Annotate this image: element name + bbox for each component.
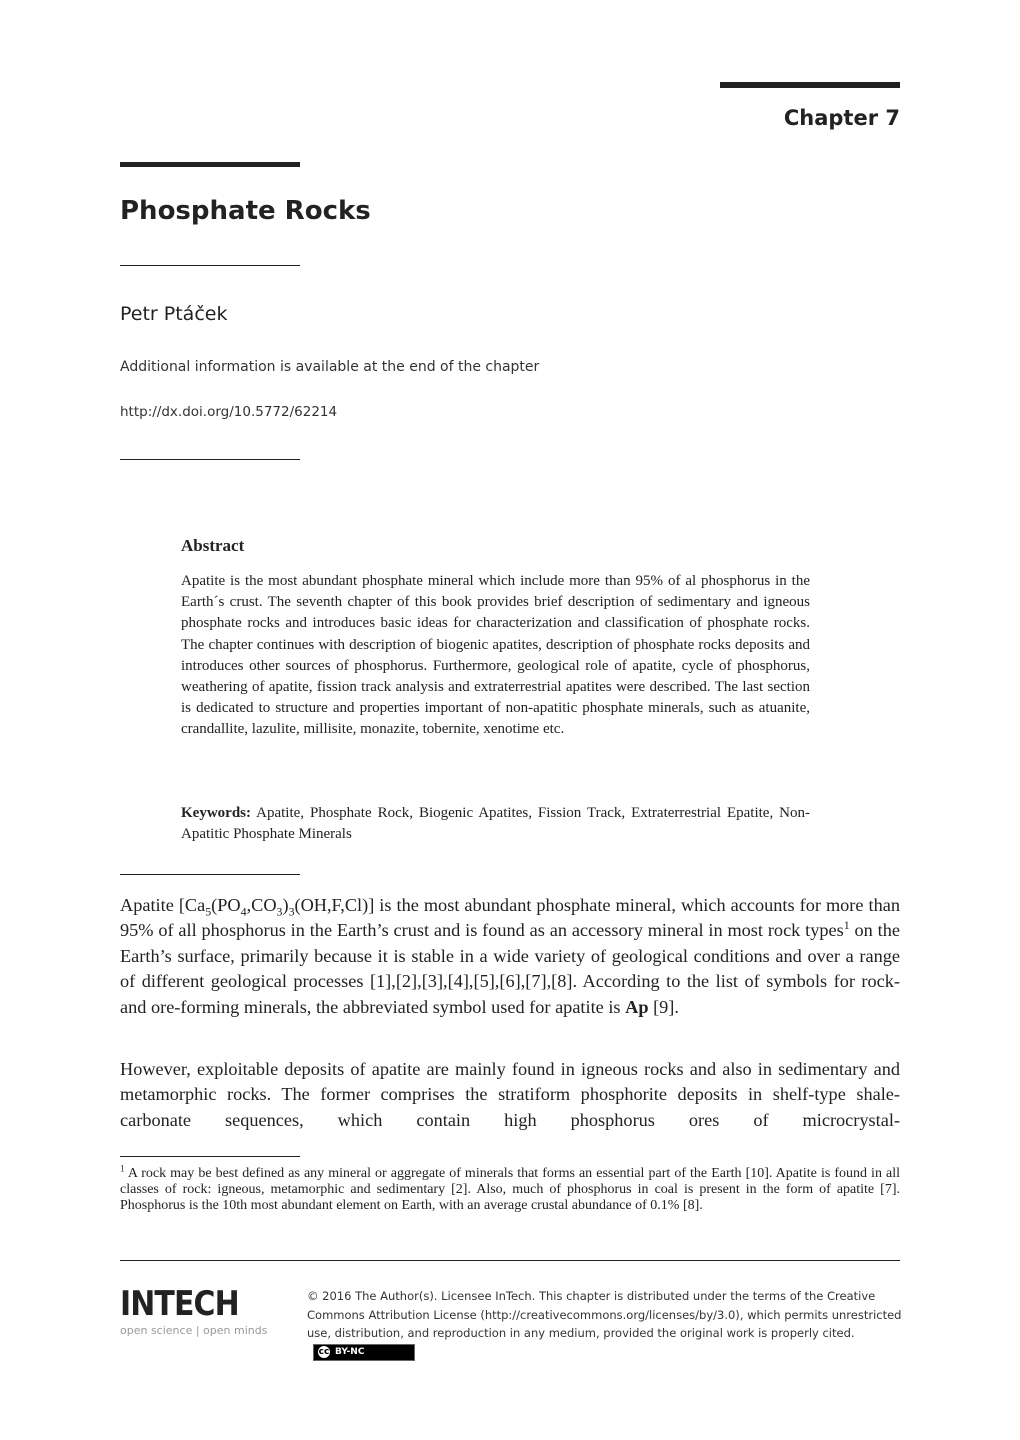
body-paragraph-1: Apatite $[Ca_5(PO_4,CO_3)_3(OH,F,Cl)]$ is the most abundant phosphate mineral, which accounts for more than 95% of all phosphorus in the Earth’s crust and is found as an accessory mineral in most rock types$^1$ on the Earth’s surface, primarily because it is stable in a wide variety of geological conditions and over a range of different geological processes [1],[2],[3],[4],[5],[6],[7],[8]. According to the list of symbols for rock- and ore-forming minerals, the abbreviated symbol used for apatite is Ap [9]. (120, 895, 900, 1017)
footnote: $^1$ A rock may be best defined as any mineral or aggregate of minerals that forms an essential part of the Earth [10]. Apatite is found in all classes of rock: igneous, metamorphic and sedimentary [2]. Also, much of phosphorus in coal is present in the form of apatite [7]. Phosphorus is the 10th most abundant element on Earth, with an average crustal abundance of 0.1% [8]. (120, 1163, 900, 1213)
divider (120, 459, 300, 460)
additional-info: Additional information is available at the end of the chapter (120, 359, 540, 375)
license-text: © 2016 The Author(s). Licensee InTech. This chapter is distributed under the terms of the Creative Commons Attribution License (http://creativecommons.org/licenses/by/3.0), which permits unrestricted use, distribution, and reproduction in any medium, provided the original work is properly cited. cc BY-NC (307, 1287, 907, 1361)
divider (120, 265, 300, 266)
chapter-rule (720, 82, 900, 88)
intech-tagline: open science | open minds (120, 1324, 268, 1337)
title-rule (120, 162, 300, 167)
keywords-label: Keywords: (181, 805, 251, 821)
body-paragraph-2: However, exploitable deposits of apatite are mainly found in igneous rocks and also in sedimentary and metamorphic rocks. The former comprises the stratiform phosphorite deposits in shelf-type shale-carbonate sequences, which contain high phosphorus ores of microcrystal- (120, 1059, 900, 1130)
keywords-text: Apatite, Phosphate Rock, Biogenic Apatites, Fission Track, Extraterrestrial Epatite, Non-Apatitic Phosphate Minerals (181, 805, 810, 842)
abstract-heading: Abstract (181, 536, 245, 555)
doi-link[interactable]: http://dx.doi.org/10.5772/62214 (120, 404, 338, 420)
keywords (181, 803, 810, 845)
abstract-text: Apatite is the most abundant phosphate mineral which include more than 95% of al phosphorus in the Earth´s crust. The seventh chapter of this book provides brief description of sedimentary and igneous phosphate rocks and introduces basic ideas for characterization and classification of phosphate rocks. The chapter continues with description of biogenic apatites, description of phosphate rocks deposits and introduces other sources of phosphorus. Furthermore, geological role of apatite, cycle of phosphorus, weathering of apatite, fission track analysis and extraterrestrial apatites were described. The last section is dedicated to structure and properties important of non-apatitic phosphate minerals, such as atuanite, crandallite, lazulite, millisite, monazite, tobernite, xenotime etc. (181, 573, 810, 738)
footer-rule (120, 1260, 900, 1261)
intech-logo: INTECH (120, 1284, 239, 1324)
cc-icon: cc (318, 1347, 330, 1357)
cc-by-nc-badge[interactable]: cc BY-NC (313, 1344, 415, 1361)
divider (120, 874, 300, 875)
footnote-ref[interactable]: 1 (843, 918, 850, 933)
author: Petr Ptáček (120, 303, 228, 325)
chapter-label: Chapter 7 (783, 106, 900, 130)
page-title: Phosphate Rocks (120, 196, 371, 226)
footnote-rule (120, 1156, 300, 1157)
